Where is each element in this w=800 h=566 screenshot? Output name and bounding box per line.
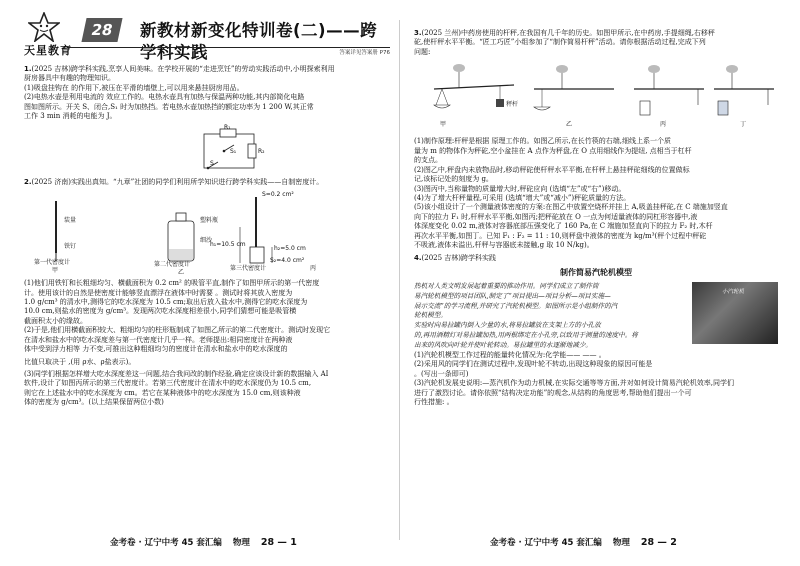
question-number: 2. <box>24 177 32 186</box>
label-chenggan: 秤杆 <box>506 101 519 109</box>
question-text: 问题: <box>414 47 431 56</box>
caption-bing: 丙 <box>660 121 667 129</box>
answer-note: 答案详见答案册 P76 <box>339 50 390 56</box>
label-tieqian: 铁钉 <box>64 243 77 251</box>
label-s: S <box>210 159 214 167</box>
caption-bing: 丙 <box>310 265 317 273</box>
subquestion: 1.0 g/cm³ 的清水中,测得它的吃水深度为 10.5 cm;取出后放入盐水中,测得它的吃水深度为 <box>24 297 308 306</box>
caption-gen2: 第二代密度计 <box>154 261 191 269</box>
subquestion: (1)汽轮机模型工作过程的能量转化情况为:化学能—— —— 。 <box>414 351 606 360</box>
subquestion: 行性措施: 。 <box>414 398 454 407</box>
subquestion: 工作 3 min 消耗的电能为 J。 <box>24 112 117 121</box>
material-line: 实验时向易拉罐内倒入少量的水,将易拉罐放在支架上方的小孔放 <box>414 321 601 330</box>
subquestion: 体的密度为 g/cm³。(以上结果保留两位小数) <box>24 398 164 407</box>
subquestion: 再次水平平衡,如图丁。已知 F₁ : F₂ = 11 : 10,则秤盘中液体的密度为 kg/m³(秤个过程中秤砣 <box>414 231 707 240</box>
question-number: 3. <box>414 29 422 37</box>
subquestion: (2)于是,他们用横截面积较大、粗细均匀的柱形瓶制成了如图乙所示的第二代密度计。测试时发现它 <box>24 326 331 335</box>
page-title: 新教材新变化特训卷(二)——跨学科实践 <box>140 21 378 63</box>
subquestion: 进行了激烈讨论。请你依照“结构决定功能”的观念,从结构的角度思考,帮助他们提出一个可 <box>414 388 692 397</box>
material-line: 热机对人类文明发展起着重要的推动作用。同学们成立了制作简 <box>414 281 599 290</box>
material-line: 的,再用酒精灯对易拉罐加热,用两根绑定在小孔旁,以致用于测量的速度中。将 <box>414 331 638 340</box>
header <box>24 6 390 62</box>
question-text: (2025 吉林)跨学科实践 <box>421 253 497 262</box>
question-2 <box>24 178 390 408</box>
question-text: 厨房器具中有趣的物理知识。 <box>24 74 115 83</box>
subquestion: 10.0 cm,则盐水的密度为 g/cm³。发现两次吃水深度相差很小,同学们猜想可能是吸管横 <box>24 307 297 316</box>
label-zhuangliang: 装量 <box>64 217 77 225</box>
label-suojiao: 塑料瓶 <box>200 217 219 225</box>
star-logo-icon <box>28 12 60 42</box>
label-s1: S₁ <box>230 147 237 155</box>
subquestion: 则它在上述盐水中的吃水深度为 cm。若它在某种液体中的吃水深度为 15.0 cm,则该种液 <box>24 388 301 397</box>
caption-yi: 乙 <box>566 121 573 129</box>
caption-ding: 丁 <box>740 121 747 129</box>
subquestion: (3)同学们根据怎样增大吃水深度差这一问题,结合我问改的制作经验,确定应该设计新的数据输入 AI <box>24 370 329 378</box>
subquestion: 记,该标记处的刻度为 g。 <box>414 175 493 184</box>
question-text: (2025 吉林)跨学科实践,烹享人间美味。在学校开展的“走进烹饪”的劳动实践活动中,小明探索利用 <box>31 65 335 73</box>
steelyard-drawing <box>414 61 774 133</box>
question-text: (2025 兰州)中药房使用的杆秤,在我国有几千年的历史。如图甲所示,在中药房,手提细绳,右移秤 <box>421 29 715 37</box>
subquestion: (5)该小组设计了一个测量液体密度的方案:在图乙中放置空烧杯并挂上 A,吸盖挂秤砣,在 C 端施加竖直 <box>414 203 728 212</box>
subquestion: 向下的拉力 F₁ 时,杆秤水平平衡,如图丙;把秤砣放在 O 一点为何适量液体的同杠形容器中,液 <box>414 212 698 221</box>
question-4 <box>414 254 778 408</box>
subquestion: 软件,设计了如图丙所示的第三代密度计。若第三代密度计在清水中的吃水深度仍为 10.5 cm, <box>24 379 312 388</box>
label-h1: h₁=10.5 cm <box>210 241 246 249</box>
label-s-bot: S₂=4.0 cm² <box>270 257 305 265</box>
steelyard-figures <box>414 61 778 133</box>
question-text: 砣,使杆秤水平平衡。“匠工巧匠”小组参加了“制作简易杆秤”活动。请你根据活动过程,完成下列 <box>414 38 706 47</box>
material-line: 轮机模型。 <box>414 311 447 320</box>
footer-subject: 物理 <box>232 538 250 549</box>
hydrometer-drawing <box>24 191 384 275</box>
caption-gen3: 第三代密度计 <box>230 265 267 273</box>
subquestion: 在清水和盐水中的吃水深度差与第一代密度计几乎一样。老师提出:相同密度计在两种液 <box>24 335 293 344</box>
subquestion: 体深度变化 0.02 m,液体对容器底部压强变化了 160 Pa,在 C 端施加竖直向下的拉力 F₂ 时,木杆 <box>414 222 713 231</box>
logo-text: 天星教育 <box>24 44 72 57</box>
question-1 <box>24 65 390 174</box>
question-text: (2025 济南)实践出真知。“九章”社团的同学们利用所学知识进行跨学科实践——自制密度计。 <box>31 177 324 186</box>
subquestion: (1)吸盘挂钩在 的作用下,被压在平滑的墙壁上,可以用来悬挂厨房用品。 <box>24 83 244 92</box>
subquestion: 比值只取决于 ,(用 ρ水、ρ盐表示)。 <box>24 357 136 366</box>
footer-page: 28 — 2 <box>640 537 677 549</box>
caption-jia: 甲 <box>52 267 59 275</box>
caption-yi: 乙 <box>178 269 185 277</box>
subquestion: (2)采用风的同学们在测试过程中,发现叶轮不转动,出现这种现象的原因可能是 <box>414 360 653 369</box>
subquestion: (1)制作原理:杆秤是根据 原理工作的。如图乙所示,在长竹筷的右端,细线上系一个质 <box>414 137 671 146</box>
label-r1: R₁ <box>224 123 231 131</box>
material-line: 易汽轮机模型的项目团队,制定了“项目提出—项目分析—项目实施— <box>414 291 611 300</box>
title-rule <box>68 47 390 48</box>
section-title: 制作简易汽轮机模型 <box>560 268 632 277</box>
footer-series: 金考卷 · 辽宁中考 45 套汇编 <box>490 538 602 549</box>
right-page <box>400 0 800 566</box>
label-h2: h₂=5.0 cm <box>274 245 306 253</box>
subquestion: (2)图乙中,秤盘内未放物品时,移动秤砣使杆秤水平平衡,在杆秤上悬挂秤砣细线的位置做标 <box>414 165 690 174</box>
subquestion: (2)电热水壶是利用电流的 效应工作的。电热水壶具有加热与保温两种功能,其内部简化电路 <box>24 93 305 102</box>
label-s-top: S=0.2 cm² <box>262 191 294 199</box>
circuit-figure <box>194 123 264 174</box>
turbine-photo <box>692 282 778 344</box>
subquestion: (3)汽轮机发展史说明:—蒸汽机作为动力机械,在实际交通等等方面,并对如何设计简易汽轮机效率,同学们 <box>414 379 734 388</box>
left-footer <box>110 537 297 550</box>
right-footer <box>490 537 677 550</box>
footer-page: 28 — 1 <box>260 537 297 549</box>
question-3 <box>414 29 778 251</box>
question-number: 4. <box>414 253 422 262</box>
paper-number-badge: 28 <box>81 18 122 42</box>
material-line: 出来的风吹向叶轮并使叶轮转动。易拉罐里的水逐渐地减少。 <box>414 341 593 350</box>
subquestion: (3)图丙中,当称量物的质量增大时,秤砣应向 (选填“左”或“右”)移动。 <box>414 184 626 193</box>
subquestion: 不吸液,液体未溢出,杆秤与容器底未接触,g 取 10 N/kg)。 <box>414 241 594 250</box>
footer-series: 金考卷 · 辽宁中考 45 套汇编 <box>110 538 222 549</box>
subquestion: 的支点。 <box>414 156 442 165</box>
photo-caption: 小汽轮机 <box>722 288 745 295</box>
label-xikou: 细沙 <box>200 237 213 245</box>
subquestion: 。(写出一条即可) <box>414 369 469 378</box>
hydrometer-figures <box>24 191 390 275</box>
caption-jia: 甲 <box>440 121 447 129</box>
reading-material <box>414 282 778 351</box>
material-line: 展示交流”的学习流程,并研究了汽轮机模型。如图所示是小组制作的汽 <box>414 301 618 310</box>
question-number: 1. <box>24 65 32 73</box>
subquestion: 图如图所示。开关 S、闭合,S₁ 时为加热挡。若电热水壶加热挡的额定功率为 1 200 W,其正常 <box>24 102 314 111</box>
subquestion: (1)他们用铁钉和长粗细均匀、横截面积为 0.2 cm² 的吸管平直,制作了如图甲所示的第一代密度 <box>24 279 320 288</box>
subquestion: 体中受到浮力相等 力不变,可推出这种粗细均匀的密度计在清水和盐水中的吃水深度的 <box>24 345 288 354</box>
circuit-diagram <box>24 123 390 174</box>
footer-subject: 物理 <box>612 538 630 549</box>
subquestion: 量为 m 的物体作为秤砣,空小盆挂在 A 点作为秤盘,在 O 点用细线作为提纽, 点相当于杠杆 <box>414 146 692 155</box>
subquestion: 截面积太小的缘故。 <box>24 316 87 325</box>
label-r2: R₂ <box>258 147 265 155</box>
subquestion: 计。使用该计的自然是使密度计能够竖直漂浮在液体中时需要 。测试时将其放入密度为 <box>24 288 293 297</box>
subquestion: (4)为了增大杆秤量程,可采用 (选填“增大”或“减小”)秤砣质量的方法。 <box>414 193 631 202</box>
caption-gen1: 第一代密度计 <box>34 259 71 267</box>
